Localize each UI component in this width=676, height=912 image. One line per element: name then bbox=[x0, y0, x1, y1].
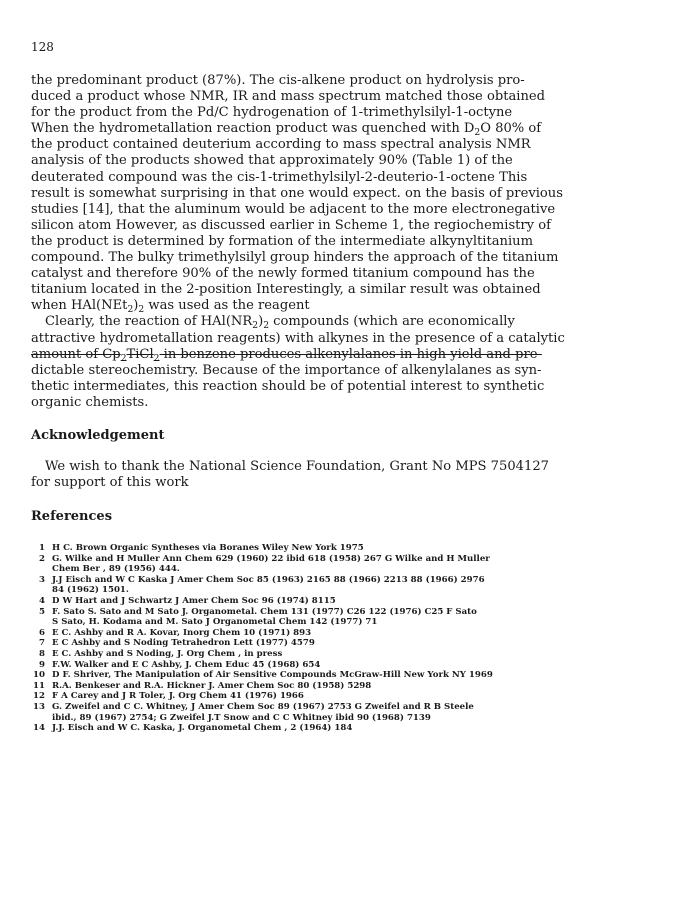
reference-number: 14 bbox=[33, 723, 45, 734]
text-line: Clearly, the reaction of $HAl(NR_2)_2$ compounds (which are economically bbox=[45, 314, 515, 332]
text-line: for the product from the Pd/C hydrogenation of 1-trimethylsilyl-1-octyne bbox=[31, 105, 513, 121]
reference-list bbox=[31, 543, 641, 734]
paragraph-1 bbox=[31, 73, 621, 314]
text-line: dictable stereochemistry. Because of the importance of alkenylalanes as syn- bbox=[31, 362, 542, 378]
text-line: amount of $Cp_2TiCl_2$ in benzene produces alkenylalanes in high yield and pre- bbox=[31, 346, 542, 364]
text-line: When the hydrometallation reaction product was quenched with $D_2O$ 80% of bbox=[31, 121, 542, 139]
paragraph-2 bbox=[31, 314, 621, 411]
body-text bbox=[31, 73, 621, 411]
text-line: duced a product whose NMR, IR and mass spectrum matched those obtained bbox=[31, 89, 546, 105]
reference-text: 84 (1962) 1501. bbox=[52, 585, 129, 596]
reference-item bbox=[31, 670, 641, 681]
reference-number: 13 bbox=[33, 701, 45, 712]
reference-number: 7 bbox=[39, 638, 45, 649]
reference-text: G. Zweifel and C C. Whitney, J Amer Chem Soc 89 (1967) 2753 G Zweifel and R B Steele bbox=[52, 701, 474, 712]
text-line: We wish to thank the National Science Foundation, Grant No MPS 7504127 bbox=[45, 459, 549, 474]
text-line: deuterated compound was the cis-1-trimethylsilyl-2-deuterio-1-octene This bbox=[31, 169, 528, 185]
reference-number: 1 bbox=[39, 543, 45, 553]
reference-text: J.J Eisch and W C Kaska J Amer Chem Soc 85 (1963) 2165 88 (1966) 2213 88 (1966) 2976 bbox=[52, 574, 485, 585]
reference-number: 11 bbox=[33, 680, 45, 691]
reference-number: 2 bbox=[39, 553, 45, 564]
reference-item bbox=[31, 554, 641, 575]
text-line: attractive hydrometallation reagents) with alkynes in the presence of a catalytic bbox=[31, 330, 565, 346]
reference-number: 12 bbox=[33, 691, 45, 702]
reference-number: 8 bbox=[39, 648, 45, 659]
text-line: for support of this work bbox=[31, 475, 189, 490]
reference-item bbox=[31, 681, 641, 692]
reference-text: R.A. Benkeser and R.A. Hickner J. Amer Chem Soc 80 (1958) 5298 bbox=[52, 680, 372, 691]
text-line: catalyst and therefore 90% of the newly formed titanium compound has the bbox=[31, 266, 535, 282]
text-line: result is somewhat surprising in that one would expect. on the basis of previous bbox=[31, 185, 563, 201]
reference-item bbox=[31, 543, 641, 554]
reference-text: E C. Ashby and R A. Kovar, Inorg Chem 10 (1971) 893 bbox=[52, 627, 312, 638]
text-line: organic chemists. bbox=[31, 394, 149, 410]
reference-text: F.W. Walker and E C Ashby, J. Chem Educ 45 (1968) 654 bbox=[52, 659, 321, 670]
text-line: studies [14], that the aluminum would be adjacent to the more electronegative bbox=[31, 201, 556, 217]
text-line: the predominant product (87%). The cis-alkene product on hydrolysis pro- bbox=[31, 73, 525, 88]
text-line: titanium located in the 2-position Interestingly, a similar result was obtained bbox=[31, 282, 541, 298]
references-heading: References bbox=[31, 509, 113, 524]
text-line: when $HAl(NEt_2)_2$ was used as the reagent bbox=[31, 298, 310, 316]
reference-number: 9 bbox=[39, 659, 45, 670]
reference-text: G. Wilke and H Muller Ann Chem 629 (1960) 22 ibid 618 (1958) 267 G Wilke and H Muller bbox=[52, 553, 490, 564]
reference-item bbox=[31, 607, 641, 628]
reference-item bbox=[31, 628, 641, 639]
reference-text: F A Carey and J R Toler, J. Org Chem 41 (1976) 1966 bbox=[52, 691, 304, 702]
reference-item bbox=[31, 596, 641, 607]
reference-item bbox=[31, 691, 641, 702]
reference-text: J.J. Eisch and W C. Kaska, J. Organometal Chem , 2 (1964) 184 bbox=[52, 723, 353, 734]
reference-text: D F. Shriver, The Manipulation of Air Sensitive Compounds McGraw-Hill New York NY 1969 bbox=[52, 670, 493, 681]
text-line: compound. The bulky trimethylsilyl group hinders the approach of the titanium bbox=[31, 250, 559, 266]
reference-text: D W Hart and J Schwartz J Amer Chem Soc 96 (1974) 8115 bbox=[52, 595, 336, 606]
acknowledgement-text bbox=[31, 459, 641, 491]
reference-text: H C. Brown Organic Syntheses via Boranes Wiley New York 1975 bbox=[52, 543, 364, 553]
page-number: 128 bbox=[31, 40, 54, 54]
reference-item bbox=[31, 723, 641, 734]
reference-text: S Sato, H. Kodama and M. Sato J Organometal Chem 142 (1977) 71 bbox=[52, 617, 378, 628]
text-line: silicon atom However, as discussed earlier in Scheme 1, the regiochemistry of bbox=[31, 217, 551, 233]
reference-text: E C Ashby and S Noding Tetrahedron Lett (1977) 4579 bbox=[52, 638, 315, 649]
reference-number: 4 bbox=[39, 595, 45, 606]
reference-number: 5 bbox=[39, 606, 45, 617]
reference-number: 10 bbox=[33, 670, 45, 681]
text-line: the product contained deuterium according to mass spectral analysis NMR bbox=[31, 137, 531, 153]
reference-item bbox=[31, 638, 641, 649]
reference-number: 3 bbox=[39, 574, 45, 585]
reference-text: E C. Ashby and S Noding, J. Org Chem , in press bbox=[52, 648, 283, 659]
reference-text: F. Sato S. Sato and M Sato J. Organometal. Chem 131 (1977) C26 122 (1976) C25 F Sato bbox=[52, 606, 477, 617]
acknowledgement-heading: Acknowledgement bbox=[31, 428, 165, 443]
reference-text: ibid., 89 (1967) 2754; G Zweifel J.T Snow and C C Whitney ibid 90 (1968) 7139 bbox=[52, 712, 431, 723]
reference-item bbox=[31, 649, 641, 660]
reference-item bbox=[31, 660, 641, 671]
reference-item bbox=[31, 575, 641, 596]
reference-number: 6 bbox=[39, 627, 45, 638]
text-line: thetic intermediates, this reaction should be of potential interest to synthetic bbox=[31, 378, 545, 394]
text-line: the product is determined by formation of the intermediate alkynyltitanium bbox=[31, 233, 534, 249]
reference-text: Chem Ber , 89 (1956) 444. bbox=[52, 564, 180, 575]
reference-item bbox=[31, 702, 641, 723]
text-line: analysis of the products showed that approximately 90% (Table 1) of the bbox=[31, 153, 513, 169]
